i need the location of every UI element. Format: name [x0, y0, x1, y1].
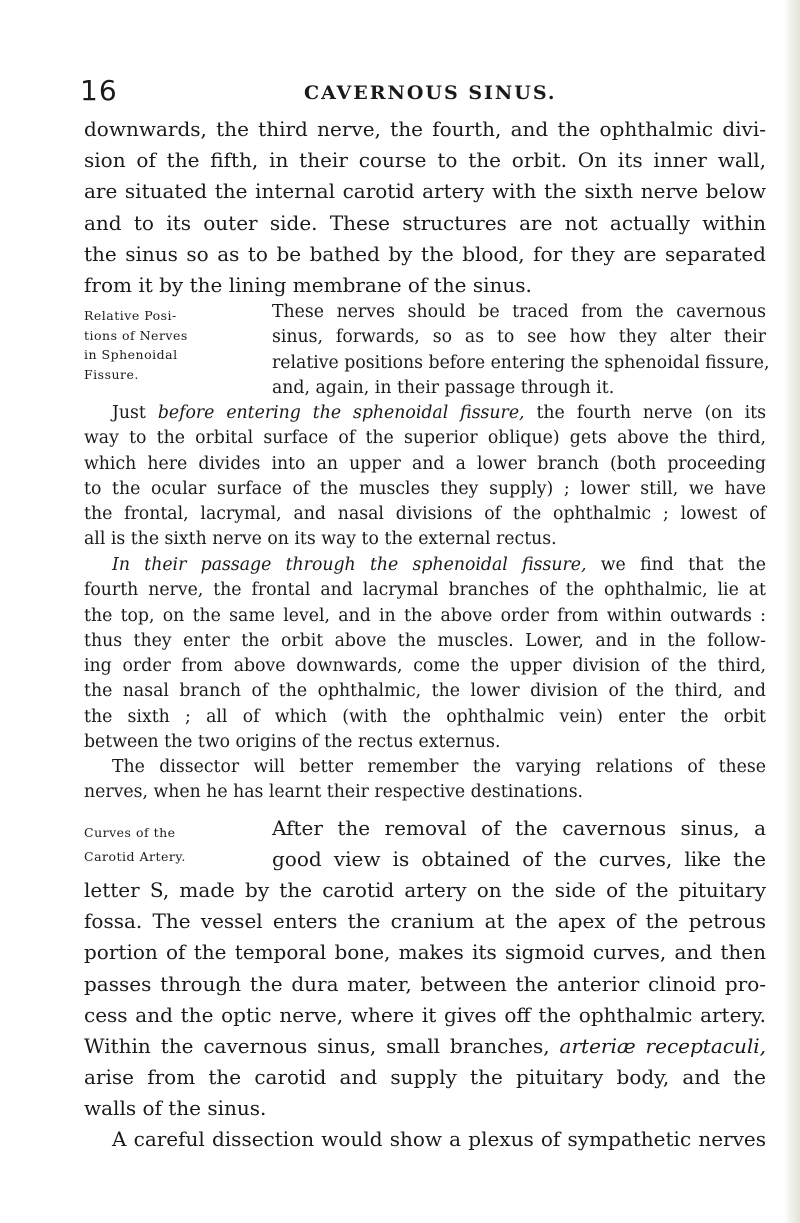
- note-line: Relative Posi-: [84, 308, 177, 323]
- text-line: from it by the lining membrane of the sinus.: [84, 272, 532, 297]
- page-header: [80, 74, 780, 110]
- text-line: are situated the internal carotid artery with the sixth nerve below: [84, 179, 766, 204]
- text-line: After the removal of the cavernous sinus, a: [272, 816, 766, 840]
- paragraph-3: [84, 553, 766, 755]
- margin-note-nerve-positions: [84, 306, 188, 384]
- text-line: In their passage through the sphenoidal fissure, we find that the: [112, 555, 766, 575]
- text-line: letter S, made by the carotid artery on the side of the pituitary: [84, 878, 766, 902]
- note-line: Carotid Artery.: [84, 849, 186, 864]
- italic-phrase: In their passage through the sphenoidal fissure,: [112, 555, 587, 575]
- text-line: the sinus so as to be bathed by the blood, for they are separated: [84, 241, 766, 266]
- text-line: and, again, in their passage through it.: [272, 377, 615, 398]
- text-line: nerves, when he has learnt their respective destinations.: [84, 782, 584, 803]
- text-line: and to its outer side. These structures are not actually within: [84, 210, 766, 235]
- text-line: to the ocular surface of the muscles they supply) ; lower still, we have: [84, 478, 766, 499]
- running-title: CAVERNOUS SINUS.: [304, 82, 557, 104]
- text-line: These nerves should be traced from the cavernous: [272, 302, 766, 322]
- text-line: fourth nerve, the frontal and lacrymal branches of the ophthalmic, lie at: [84, 580, 766, 601]
- italic-term: arteriæ receptaculi,: [559, 1033, 766, 1058]
- text-line: the top, on the same level, and in the above order from within outwards :: [84, 605, 766, 626]
- margin-note-carotid-curves: [84, 821, 186, 869]
- note-line: Fissure.: [84, 366, 139, 382]
- text-line: sinus, forwards, so as to see how they alter their: [272, 327, 766, 348]
- paragraph-2-side: [272, 300, 770, 401]
- text-line: passes through the dura mater, between the anterior clinoid pro-: [84, 971, 766, 996]
- text-line: cess and the optic nerve, where it gives off the ophthalmic artery.: [84, 1002, 766, 1027]
- paragraph-5-side: [272, 813, 766, 875]
- page-number: 16: [80, 74, 118, 107]
- paragraph-2: [84, 401, 766, 553]
- text-line: arise from the carotid and supply the pituitary body, and the: [84, 1065, 766, 1090]
- text-line: portion of the temporal bone, makes its sigmoid curves, and then: [84, 940, 766, 965]
- text-line: the frontal, lacrymal, and nasal divisions of the ophthalmic ; lowest of: [84, 504, 766, 525]
- text-line: way to the orbital surface of the superior oblique) gets above the third,: [84, 428, 766, 449]
- text-line: all is the sixth nerve on its way to the external rectus.: [84, 529, 557, 550]
- paragraph-1: [84, 114, 766, 301]
- note-line: in Sphenoidal: [84, 347, 178, 362]
- text-line: The dissector will better remember the varying relations of these: [112, 757, 766, 777]
- note-line: Curves of the: [84, 825, 176, 840]
- text-line: the sixth ; all of which (with the ophthalmic vein) enter the orbit: [84, 706, 766, 727]
- text-line: Just before entering the sphenoidal fissure, the fourth nerve (on its: [112, 403, 766, 423]
- text-line: fossa. The vessel enters the cranium at the apex of the petrous: [84, 909, 766, 934]
- paragraph-6: [84, 1124, 766, 1155]
- page-edge: [784, 0, 800, 1223]
- text-line: good view is obtained of the curves, like the: [272, 847, 766, 872]
- text-line: Within the cavernous sinus, small branches, arteriæ receptaculi,: [84, 1033, 766, 1058]
- text-line: the nasal branch of the ophthalmic, the lower division of the third, and: [84, 681, 766, 702]
- text-line: between the two origins of the rectus externus.: [84, 732, 501, 753]
- text-line: ing order from above downwards, come the upper division of the third,: [84, 656, 766, 677]
- text-line: relative positions before entering the sphenoidal fissure,: [272, 352, 770, 373]
- italic-phrase: before entering the sphenoidal fissure,: [157, 403, 525, 423]
- paragraph-4: [84, 755, 766, 806]
- text-line: thus they enter the orbit above the muscles. Lower, and in the follow-: [84, 630, 766, 651]
- text-line: A careful dissection would show a plexus of sympathetic nerves: [112, 1127, 766, 1151]
- text-line: downwards, the third nerve, the fourth, and the ophthalmic divi-: [84, 117, 766, 141]
- text-line: which here divides into an upper and a lower branch (both proceeding: [84, 453, 766, 474]
- text-line: walls of the sinus.: [84, 1096, 267, 1121]
- paragraph-5: [84, 875, 766, 1125]
- note-line: tions of Nerves: [84, 327, 188, 343]
- text-line: sion of the fifth, in their course to the orbit. On its inner wall,: [84, 148, 766, 173]
